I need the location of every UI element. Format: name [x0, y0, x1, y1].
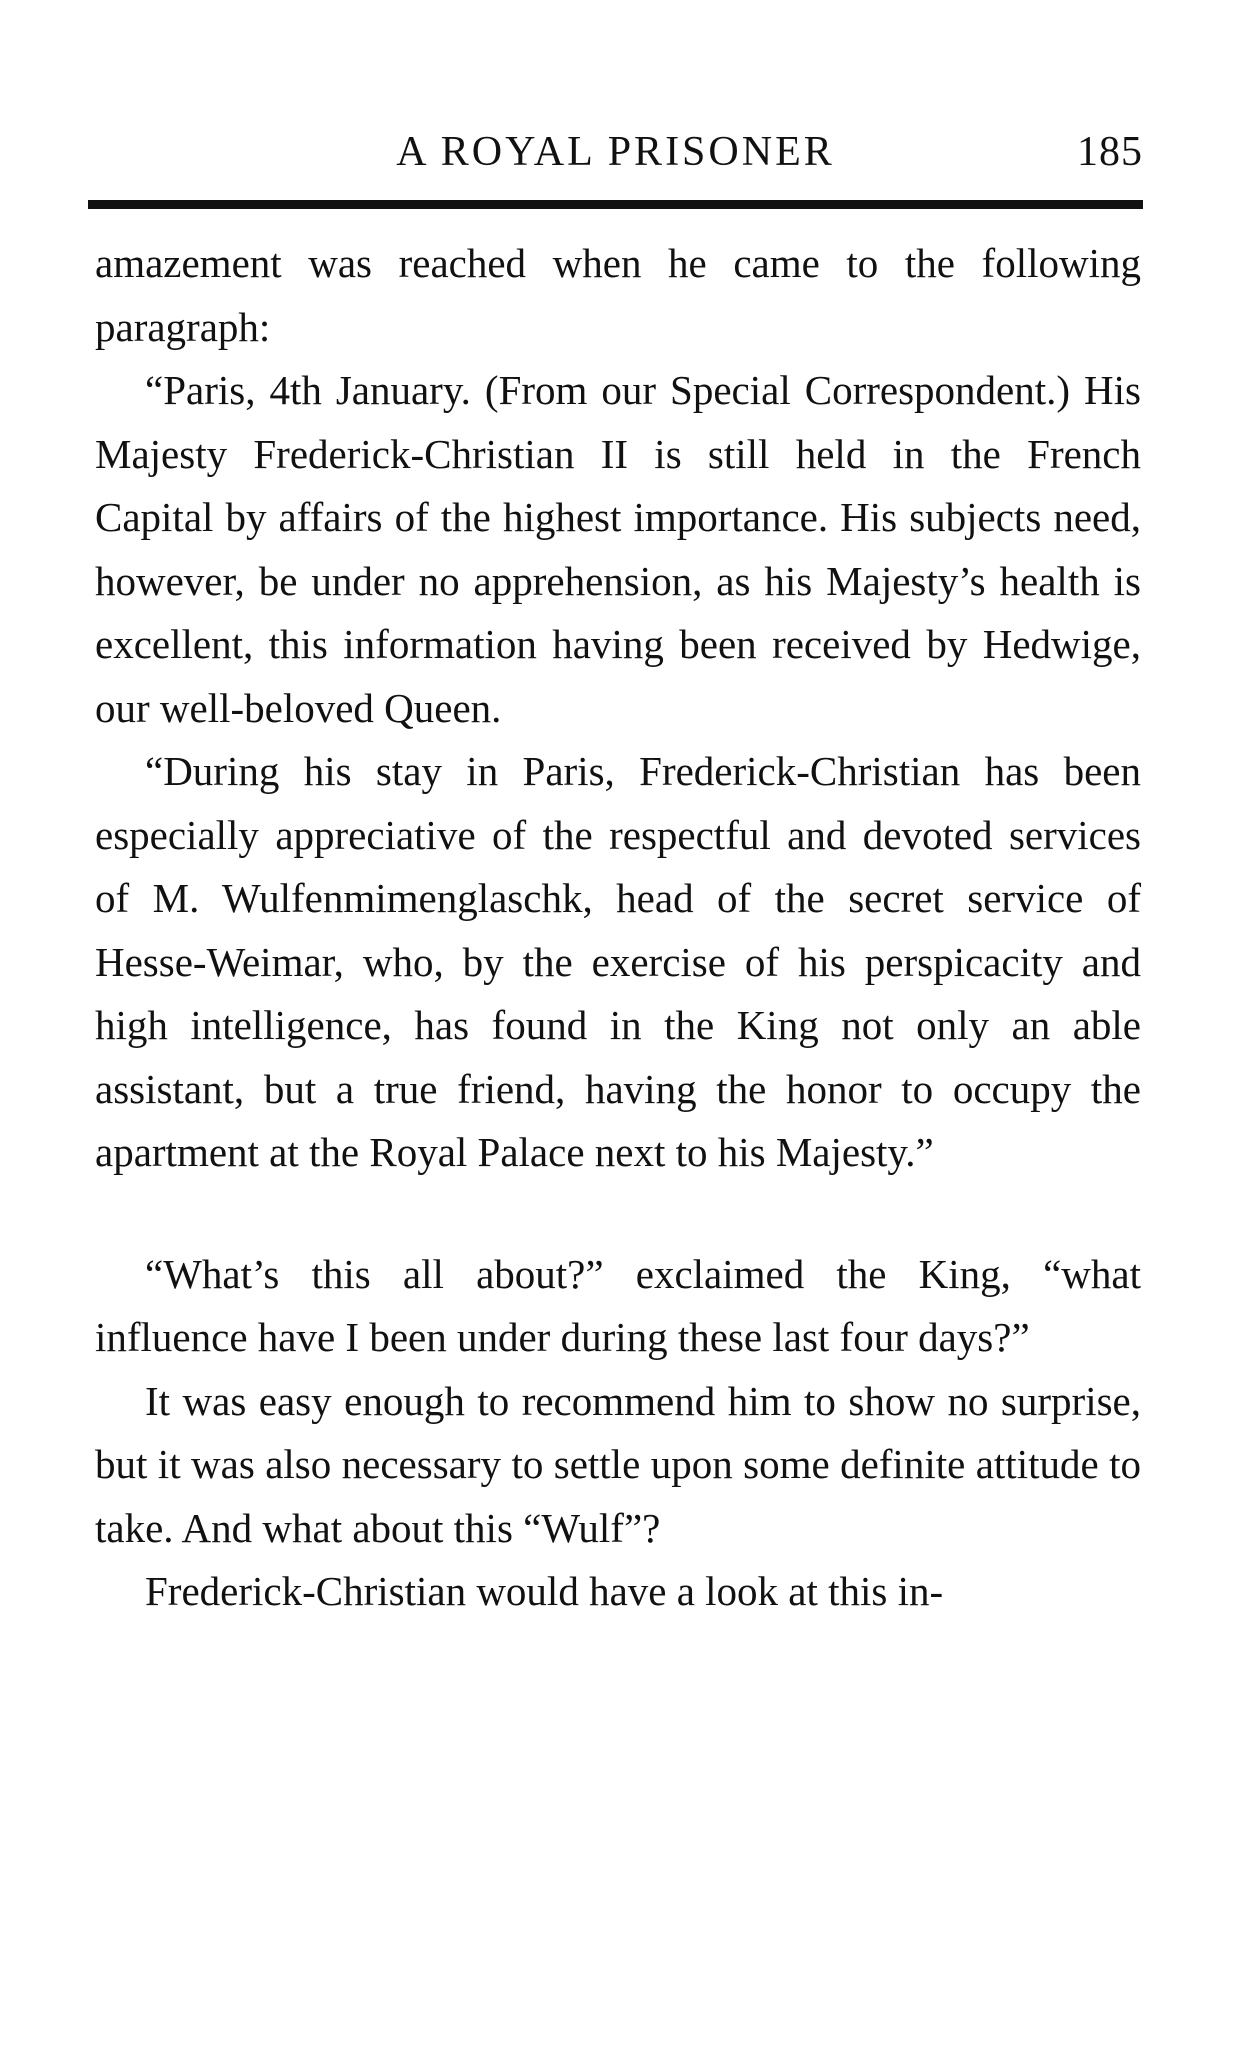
page-number: 185: [1077, 129, 1143, 175]
paragraph-recommendation: It was easy enough to recommend him to show no surprise, but it was also necessary to settle upon some definite attitude to take. And what about this “Wulf”?: [95, 1377, 1141, 1551]
paragraph-continuation: amazement was reached when he came to the following paragraph:: [95, 240, 1141, 350]
paragraph-dispatch: “Paris, 4th January. (From our Special Correspondent.) His Majesty Frederick-Christian II is still held in the French Capital by affairs of the highest importance. His subjects need, however, be under no apprehension, as his Majesty’s health is excellent, this information having been received by Hedwige, our well-beloved Queen.: [95, 367, 1141, 731]
running-head: [88, 122, 1143, 182]
paragraph-final: Frederick-Christian would have a look at this in-: [145, 1568, 944, 1614]
paragraph-king-exclaims: “What’s this all about?” exclaimed the King, “what influence have I been under during these last four days?”: [95, 1250, 1141, 1360]
header-rule: [88, 200, 1143, 209]
paragraph-dispatch-continued: “During his stay in Paris, Frederick-Christian has been especially appreciative of the respectful and devoted services of M. Wulfenmimenglaschk, head of the secret service of Hesse-Weimar, who, by the exercise of his perspicacity and high intelligence, has found in the King not only an able assistant, but a true friend, having the honor to occupy the apartment at the Royal Palace next to his Majesty.”: [95, 748, 1141, 1175]
running-title: A ROYAL PRISONER: [396, 129, 835, 175]
body-text: [95, 232, 1141, 1624]
